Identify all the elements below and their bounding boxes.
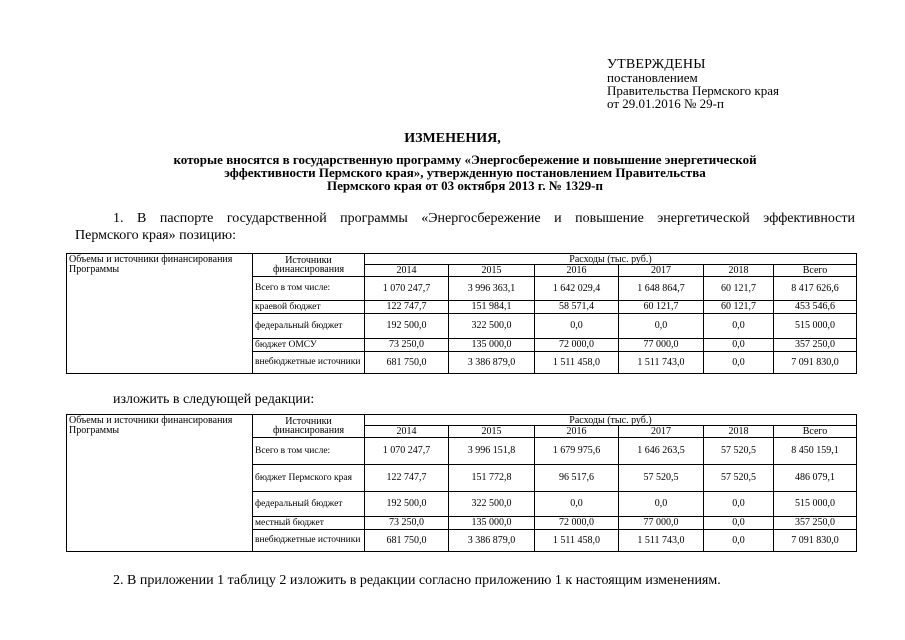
table-new-cell: 1 646 263,5 xyxy=(619,438,704,465)
table-old-cell: 73 250,0 xyxy=(365,339,449,352)
table-old-cell: 1 511 743,0 xyxy=(619,352,704,374)
table-new-cell: 192 500,0 xyxy=(365,492,449,517)
table-old-cell: 681 750,0 xyxy=(365,352,449,374)
table-old-year: 2016 xyxy=(535,265,619,277)
table-old-cell: 0,0 xyxy=(704,339,774,352)
paragraph-1 xyxy=(75,210,855,244)
table-new-cell: 57 520,5 xyxy=(704,438,774,465)
approval-stamp xyxy=(607,58,887,110)
paragraph-3: 2. В приложении 1 таблицу 2 изложить в редакции согласно приложению 1 к настоящим изменениям. xyxy=(113,573,721,588)
table-new-cell: 73 250,0 xyxy=(365,517,449,530)
table-old-cell: 0,0 xyxy=(619,314,704,339)
table-old-year: 2017 xyxy=(619,265,704,277)
table-old-label: Объемы и источники финансирования Программы xyxy=(67,254,253,374)
table-old-source: Всего в том числе: xyxy=(253,277,365,301)
table-new-label: Объемы и источники финансирования Программы xyxy=(67,415,253,552)
table-new-cell: 57 520,5 xyxy=(704,465,774,492)
table-old-source: внебюджетные источники xyxy=(253,352,365,374)
table-old-cell: 357 250,0 xyxy=(774,339,857,352)
financing-table-old xyxy=(66,253,857,374)
table-new-cell: 1 679 975,6 xyxy=(535,438,619,465)
table-new-cell: 681 750,0 xyxy=(365,530,449,552)
table-new-year: 2015 xyxy=(449,426,535,438)
table-old-cell: 0,0 xyxy=(535,314,619,339)
table-new-source: внебюджетные источники xyxy=(253,530,365,552)
table-old-cell: 151 984,1 xyxy=(449,301,535,314)
table-new-cell: 122 747,7 xyxy=(365,465,449,492)
table-new-cell: 0,0 xyxy=(704,517,774,530)
table-old-cell: 0,0 xyxy=(704,314,774,339)
document-subtitle xyxy=(110,153,820,192)
table-new-cell: 7 091 830,0 xyxy=(774,530,857,552)
table-old-cell: 192 500,0 xyxy=(365,314,449,339)
table-new-cell: 515 000,0 xyxy=(774,492,857,517)
table-new-cell: 486 079,1 xyxy=(774,465,857,492)
table-old-expenses-header: Расходы (тыс. руб.) xyxy=(365,254,857,265)
table-old-cell: 1 511 458,0 xyxy=(535,352,619,374)
financing-table-new xyxy=(66,414,857,552)
table-old-cell: 515 000,0 xyxy=(774,314,857,339)
table-new-cell: 96 517,6 xyxy=(535,465,619,492)
table-new-source: Всего в том числе: xyxy=(253,438,365,465)
table-old-source: бюджет ОМСУ xyxy=(253,339,365,352)
subtitle-line-3: Пермского края от 03 октября 2013 г. № 1329-п xyxy=(327,178,603,193)
subtitle-line-1: которые вносятся в государственную программу «Энергосбережение и повышение энергетической xyxy=(173,152,757,167)
table-new-year: Всего xyxy=(774,426,857,438)
table-old-cell: 60 121,7 xyxy=(704,301,774,314)
table-new-cell: 0,0 xyxy=(619,492,704,517)
table-new-cell: 322 500,0 xyxy=(449,492,535,517)
table-new-cell: 0,0 xyxy=(704,492,774,517)
table-new-cell: 0,0 xyxy=(535,492,619,517)
table-new-cell: 72 000,0 xyxy=(535,517,619,530)
table-old-cell: 3 386 879,0 xyxy=(449,352,535,374)
table-new-cell: 77 000,0 xyxy=(619,517,704,530)
table-old-cell: 1 648 864,7 xyxy=(619,277,704,301)
paragraph-2: изложить в следующей редакции: xyxy=(113,392,315,407)
paragraph-1-line-2: Пермского края» позицию: xyxy=(75,228,236,243)
table-new-cell: 1 511 458,0 xyxy=(535,530,619,552)
table-new-expenses-header: Расходы (тыс. руб.) xyxy=(365,415,857,426)
table-new-source-header: Источники финансирования xyxy=(253,415,365,438)
table-old-year: Всего xyxy=(774,265,857,277)
table-old-source: краевой бюджет xyxy=(253,301,365,314)
table-old-cell: 72 000,0 xyxy=(535,339,619,352)
table-old-source-header: Источники финансирования xyxy=(253,254,365,277)
table-new-cell: 3 386 879,0 xyxy=(449,530,535,552)
table-new-source: местный бюджет xyxy=(253,517,365,530)
table-new-cell: 8 450 159,1 xyxy=(774,438,857,465)
table-new-year: 2014 xyxy=(365,426,449,438)
table-old-source: федеральный бюджет xyxy=(253,314,365,339)
table-new-cell: 357 250,0 xyxy=(774,517,857,530)
table-old-cell: 322 500,0 xyxy=(449,314,535,339)
table-old-year: 2014 xyxy=(365,265,449,277)
table-new-year: 2016 xyxy=(535,426,619,438)
table-old-cell: 122 747,7 xyxy=(365,301,449,314)
table-new-source: федеральный бюджет xyxy=(253,492,365,517)
table-old-cell: 0,0 xyxy=(704,352,774,374)
table-new-cell: 1 070 247,7 xyxy=(365,438,449,465)
table-new-source: бюджет Пермского края xyxy=(253,465,365,492)
approval-line-2: Правительства Пермского края xyxy=(607,83,779,98)
table-new-cell: 0,0 xyxy=(704,530,774,552)
table-old-year: 2018 xyxy=(704,265,774,277)
table-new-cell: 57 520,5 xyxy=(619,465,704,492)
table-new-cell: 1 511 743,0 xyxy=(619,530,704,552)
table-old-cell: 7 091 830,0 xyxy=(774,352,857,374)
table-old-cell: 58 571,4 xyxy=(535,301,619,314)
table-new-cell: 151 772,8 xyxy=(449,465,535,492)
approval-line-1: постановлением xyxy=(607,70,698,85)
table-old-cell: 135 000,0 xyxy=(449,339,535,352)
table-old-cell: 60 121,7 xyxy=(619,301,704,314)
table-old-cell: 1 642 029,4 xyxy=(535,277,619,301)
table-old-cell: 8 417 626,6 xyxy=(774,277,857,301)
table-new-year: 2017 xyxy=(619,426,704,438)
table-new-cell: 135 000,0 xyxy=(449,517,535,530)
paragraph-1-line-1: 1. В паспорте государственной программы «Энергосбережение и повышение энергетической эффективности xyxy=(113,211,855,226)
approval-heading: УТВЕРЖДЕНЫ xyxy=(607,57,706,72)
table-old-cell: 1 070 247,7 xyxy=(365,277,449,301)
approval-line-3: от 29.01.2016 № 29-п xyxy=(607,96,724,111)
table-old-year: 2015 xyxy=(449,265,535,277)
table-old-cell: 77 000,0 xyxy=(619,339,704,352)
table-new-year: 2018 xyxy=(704,426,774,438)
table-old-cell: 60 121,7 xyxy=(704,277,774,301)
table-old-cell: 453 546,6 xyxy=(774,301,857,314)
document-title: ИЗМЕНЕНИЯ, xyxy=(404,131,501,146)
table-old-cell: 3 996 363,1 xyxy=(449,277,535,301)
table-new-cell: 3 996 151,8 xyxy=(449,438,535,465)
subtitle-line-2: эффективности Пермского края», утвержденную постановлением Правительства xyxy=(224,165,706,180)
